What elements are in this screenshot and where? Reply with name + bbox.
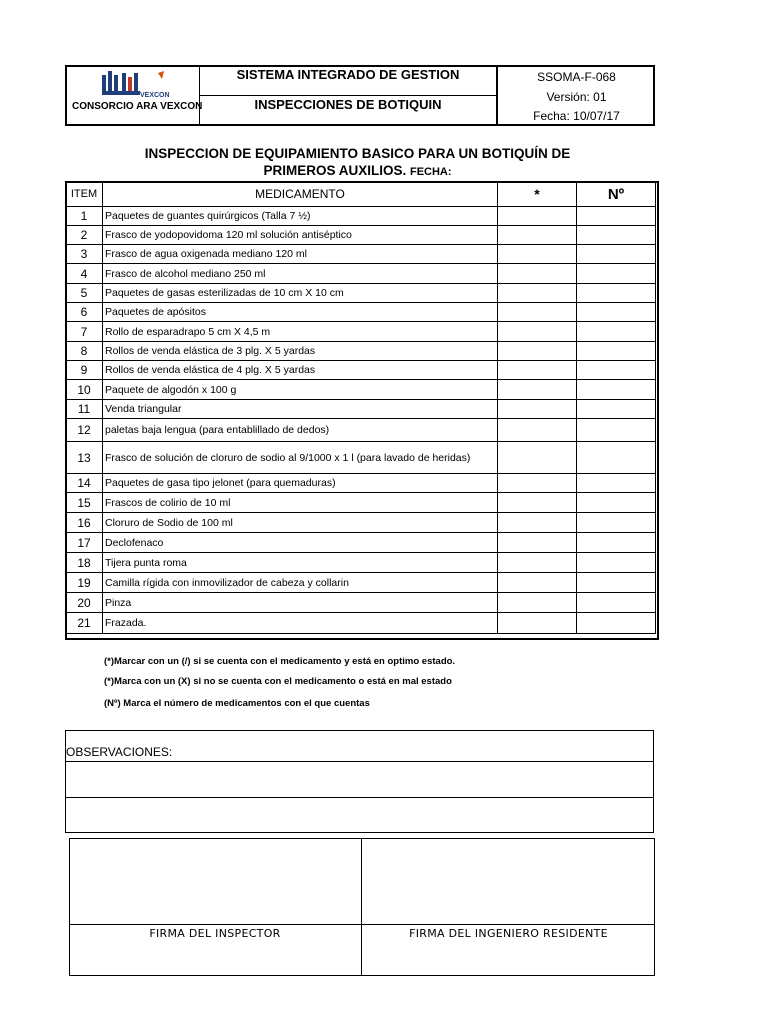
table-row xyxy=(66,613,656,634)
check-cell[interactable] xyxy=(498,400,577,419)
table-row xyxy=(66,513,656,533)
item-number: 19 xyxy=(66,573,103,593)
medication-name: Rollos de venda elástica de 4 plg. X 5 yardas xyxy=(103,361,498,380)
item-number: 8 xyxy=(66,342,103,361)
table-row xyxy=(66,245,656,264)
table-row xyxy=(66,322,656,342)
header-rule xyxy=(200,95,496,96)
check-cell[interactable] xyxy=(498,303,577,322)
engineer-signature-label: FIRMA DEL INGENIERO RESIDENTE xyxy=(409,927,608,940)
item-number: 1 xyxy=(66,207,103,226)
table-row xyxy=(66,380,656,400)
check-cell[interactable] xyxy=(498,442,577,474)
quantity-cell[interactable] xyxy=(577,533,656,553)
system-title: SISTEMA INTEGRADO DE GESTION xyxy=(236,67,460,82)
check-cell[interactable] xyxy=(498,245,577,264)
table-row xyxy=(66,303,656,322)
col-numero: Nº xyxy=(577,182,656,207)
quantity-cell[interactable] xyxy=(577,442,656,474)
form-title-line1: INSPECCION DE EQUIPAMIENTO BASICO PARA UN BOTIQUÍN DE xyxy=(144,146,571,161)
check-cell[interactable] xyxy=(498,553,577,573)
check-cell[interactable] xyxy=(498,533,577,553)
col-item: ITEM xyxy=(66,182,103,207)
medication-name: Venda triangular xyxy=(103,400,498,419)
quantity-cell[interactable] xyxy=(577,284,656,303)
medication-name: Paquetes de guantes quirúrgicos (Talla 7 ½) xyxy=(103,207,498,226)
check-cell[interactable] xyxy=(498,342,577,361)
medication-name: Camilla rígida con inmovilizador de cabeza y collarin xyxy=(103,573,498,593)
item-number: 21 xyxy=(66,613,103,634)
observations-line xyxy=(65,797,654,798)
document-title: INSPECCIONES DE BOTIQUIN xyxy=(254,97,442,112)
medication-name: Frascos de colirio de 10 ml xyxy=(103,493,498,513)
observations-label: OBSERVACIONES: xyxy=(66,745,173,759)
medication-name: Frasco de agua oxigenada mediano 120 ml xyxy=(103,245,498,264)
check-cell[interactable] xyxy=(498,207,577,226)
medication-name: Frazada. xyxy=(103,613,498,634)
item-number: 17 xyxy=(66,533,103,553)
item-number: 7 xyxy=(66,322,103,342)
medication-name: Frasco de yodopovidoma 120 ml solución antiséptico xyxy=(103,226,498,245)
quantity-cell[interactable] xyxy=(577,361,656,380)
table-row xyxy=(66,207,656,226)
table-row xyxy=(66,342,656,361)
quantity-cell[interactable] xyxy=(577,342,656,361)
table-row xyxy=(66,474,656,493)
item-number: 6 xyxy=(66,303,103,322)
medication-name: Pinza xyxy=(103,593,498,613)
check-cell[interactable] xyxy=(498,284,577,303)
col-medicamento: MEDICAMENTO xyxy=(103,182,498,207)
company-logo xyxy=(100,69,180,99)
quantity-cell[interactable] xyxy=(577,474,656,493)
check-cell[interactable] xyxy=(498,322,577,342)
check-cell[interactable] xyxy=(498,474,577,493)
signature-rule xyxy=(69,924,655,925)
medication-name: Rollos de venda elástica de 3 plg. X 5 yardas xyxy=(103,342,498,361)
table-row xyxy=(66,264,656,284)
document-version: Versión: 01 xyxy=(546,90,607,104)
item-number: 10 xyxy=(66,380,103,400)
table-row xyxy=(66,493,656,513)
signature-box xyxy=(69,838,655,976)
quantity-cell[interactable] xyxy=(577,303,656,322)
item-number: 13 xyxy=(66,442,103,474)
item-number: 15 xyxy=(66,493,103,513)
item-number: 4 xyxy=(66,264,103,284)
medication-name: paletas baja lengua (para entablillado de dedos) xyxy=(103,419,498,442)
note-number: (Nº) Marca el número de medicamentos con el que cuentas xyxy=(104,698,370,709)
item-number: 11 xyxy=(66,400,103,419)
quantity-cell[interactable] xyxy=(577,322,656,342)
check-cell[interactable] xyxy=(498,226,577,245)
check-cell[interactable] xyxy=(498,593,577,613)
check-cell[interactable] xyxy=(498,493,577,513)
table-row xyxy=(66,284,656,303)
medication-table xyxy=(65,181,656,634)
svg-text:VEXCON: VEXCON xyxy=(140,92,170,99)
table-row xyxy=(66,533,656,553)
form-title-subtitle: PRIMEROS AUXILIOS. xyxy=(263,163,407,178)
fecha-label: FECHA: xyxy=(409,166,452,178)
medication-name: Rollo de esparadrapo 5 cm X 4,5 m xyxy=(103,322,498,342)
table-row xyxy=(66,226,656,245)
medication-name: Paquete de algodón x 100 g xyxy=(103,380,498,400)
medication-name: Cloruro de Sodio de 100 ml xyxy=(103,513,498,533)
table-row xyxy=(66,400,656,419)
observations-line xyxy=(65,761,654,762)
item-number: 14 xyxy=(66,474,103,493)
check-cell[interactable] xyxy=(498,513,577,533)
quantity-cell[interactable] xyxy=(577,207,656,226)
inspector-signature-label: FIRMA DEL INSPECTOR xyxy=(149,927,281,940)
table-row xyxy=(66,442,656,474)
item-number: 5 xyxy=(66,284,103,303)
check-cell[interactable] xyxy=(498,380,577,400)
table-row xyxy=(66,553,656,573)
company-name: CONSORCIO ARA VEXCON xyxy=(72,101,203,112)
quantity-cell[interactable] xyxy=(577,245,656,264)
medication-name: Frasco de alcohol mediano 250 ml xyxy=(103,264,498,284)
quantity-cell[interactable] xyxy=(577,593,656,613)
form-title-line2 xyxy=(80,163,635,178)
medication-name: Tijera punta roma xyxy=(103,553,498,573)
quantity-cell[interactable] xyxy=(577,226,656,245)
check-cell[interactable] xyxy=(498,361,577,380)
item-number: 9 xyxy=(66,361,103,380)
item-number: 20 xyxy=(66,593,103,613)
col-check: * xyxy=(498,182,577,207)
item-number: 3 xyxy=(66,245,103,264)
medication-name: Paquetes de gasas esterilizadas de 10 cm X 10 cm xyxy=(103,284,498,303)
item-number: 18 xyxy=(66,553,103,573)
document-date: Fecha: 10/07/17 xyxy=(533,109,620,123)
table-row xyxy=(66,573,656,593)
check-cell[interactable] xyxy=(498,613,577,634)
check-cell[interactable] xyxy=(498,419,577,442)
check-cell[interactable] xyxy=(498,264,577,284)
medication-name: Frasco de solución de cloruro de sodio al 9/1000 x 1 l (para lavado de heridas) xyxy=(103,442,498,474)
signature-divider xyxy=(361,838,362,976)
quantity-cell[interactable] xyxy=(577,493,656,513)
note-check: (*)Marcar con un (/) si se cuenta con el medicamento y está en optimo estado. xyxy=(104,656,456,667)
quantity-cell[interactable] xyxy=(577,400,656,419)
table-row xyxy=(66,593,656,613)
table-row xyxy=(66,361,656,380)
quantity-cell[interactable] xyxy=(577,380,656,400)
medication-name: Paquetes de apósitos xyxy=(103,303,498,322)
note-cross: (*)Marca con un (X) si no se cuenta con el medicamento o está en mal estado xyxy=(104,676,452,687)
document-code: SSOMA-F-068 xyxy=(537,70,616,84)
medication-name: Paquetes de gasa tipo jelonet (para quemaduras) xyxy=(103,474,498,493)
check-cell[interactable] xyxy=(498,573,577,593)
quantity-cell[interactable] xyxy=(577,264,656,284)
table-row xyxy=(66,419,656,442)
quantity-cell[interactable] xyxy=(577,419,656,442)
medication-name: Declofenaco xyxy=(103,533,498,553)
item-number: 16 xyxy=(66,513,103,533)
item-number: 12 xyxy=(66,419,103,442)
quantity-cell[interactable] xyxy=(577,513,656,533)
quantity-cell[interactable] xyxy=(577,613,656,634)
table-header-row xyxy=(66,182,656,207)
quantity-cell[interactable] xyxy=(577,553,656,573)
item-number: 2 xyxy=(66,226,103,245)
quantity-cell[interactable] xyxy=(577,573,656,593)
